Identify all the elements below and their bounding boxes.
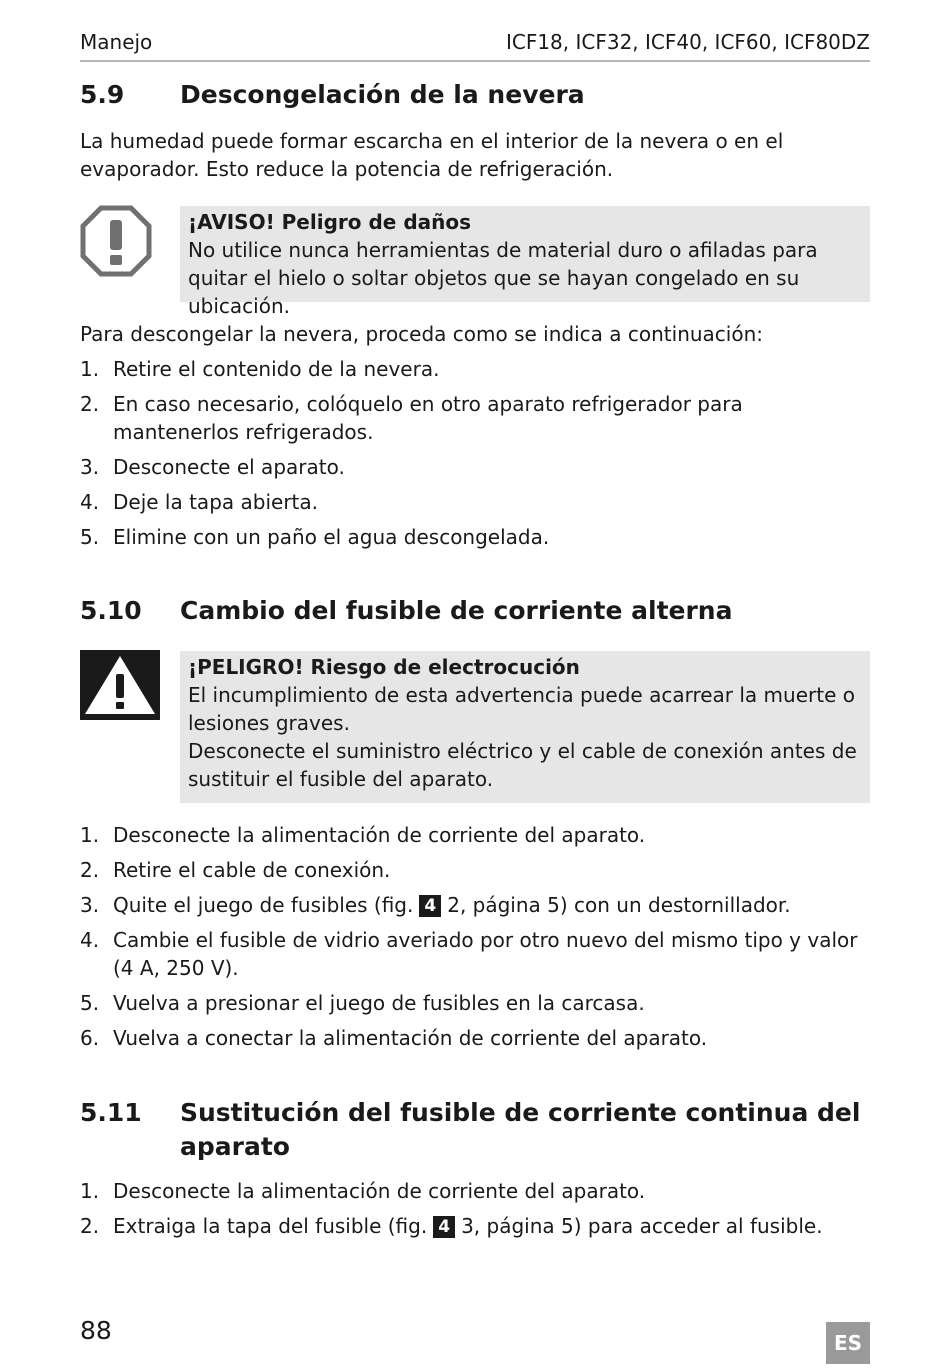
danger-box: [180, 651, 870, 803]
section-number: 5.9: [80, 80, 125, 109]
section-5-9-intro: La humedad puede formar escarcha en el interior de la nevera o en el evaporador. Esto reduce la potencia de refrigeración.: [80, 129, 784, 181]
section-5-9-steps: [80, 355, 870, 558]
section-5-11-steps: [80, 1177, 870, 1247]
list-item: 4. Cambie el fusible de vidrio averiado por otro nuevo del mismo tipo y valor (4 A, 250 V).: [80, 928, 858, 980]
list-item: 1. Desconecte la alimentación de corriente del aparato.: [80, 1179, 646, 1203]
list-item: 5. Elimine con un paño el agua descongelada.: [80, 525, 550, 549]
section-5-10-steps: [80, 821, 870, 1059]
section-5-9-lead: Para descongelar la nevera, proceda como se indica a continuación:: [80, 322, 763, 346]
section-5-11-heading: [80, 1096, 870, 1164]
notice-octagon-icon: [80, 205, 152, 281]
figure-reference-badge: 4: [419, 895, 441, 917]
list-item: 3. Desconecte el aparato.: [80, 455, 345, 479]
section-title: Sustitución del fusible de corriente continua del aparato: [180, 1098, 861, 1161]
list-item: 2. En caso necesario, colóquelo en otro aparato refrigerador para mantenerlos refrigerados.: [80, 392, 743, 444]
header-models: ICF18, ICF32, ICF40, ICF60, ICF80DZ: [505, 30, 870, 54]
notice-text: No utilice nunca herramientas de material duro o afiladas para quitar el hielo o soltar objetos que se hayan congelado en su ubicación.: [188, 238, 818, 318]
page-number: 88: [80, 1316, 112, 1345]
notice-box: [180, 206, 870, 318]
danger-triangle-icon: [80, 650, 160, 724]
notice-title: ¡AVISO! Peligro de daños: [188, 210, 472, 234]
header-section: Manejo: [80, 30, 153, 54]
danger-title: ¡PELIGRO! Riesgo de electrocución: [188, 655, 580, 679]
list-item: 2. Extraiga la tapa del fusible (fig. 4 3, página 5) para acceder al fusible.: [80, 1214, 823, 1238]
section-number: 5.11: [80, 1098, 142, 1127]
list-item: 1. Desconecte la alimentación de corriente del aparato.: [80, 823, 646, 847]
section-5-9-heading: [80, 78, 870, 112]
figure-reference-badge: 4: [433, 1216, 455, 1238]
list-item: 4. Deje la tapa abierta.: [80, 490, 318, 514]
danger-text: El incumplimiento de esta advertencia puede acarrear la muerte o lesiones graves.: [188, 683, 855, 735]
section-number: 5.10: [80, 596, 142, 625]
section-5-10-heading: [80, 594, 870, 628]
section-title: Cambio del fusible de corriente alterna: [180, 596, 733, 625]
section-title: Descongelación de la nevera: [180, 80, 585, 109]
list-item: 3. Quite el juego de fusibles (fig. 4 2, página 5) con un destornillador.: [80, 893, 791, 917]
list-item: 2. Retire el cable de conexión.: [80, 858, 391, 882]
list-item: 5. Vuelva a presionar el juego de fusibles en la carcasa.: [80, 991, 645, 1015]
language-tab: ES: [826, 1322, 870, 1364]
running-header: [80, 30, 870, 62]
list-item: 6. Vuelva a conectar la alimentación de corriente del aparato.: [80, 1026, 708, 1050]
list-item: 1. Retire el contenido de la nevera.: [80, 357, 440, 381]
danger-instruction: Desconecte el suministro eléctrico y el cable de conexión antes de sustituir el fusible del aparato.: [188, 739, 857, 791]
